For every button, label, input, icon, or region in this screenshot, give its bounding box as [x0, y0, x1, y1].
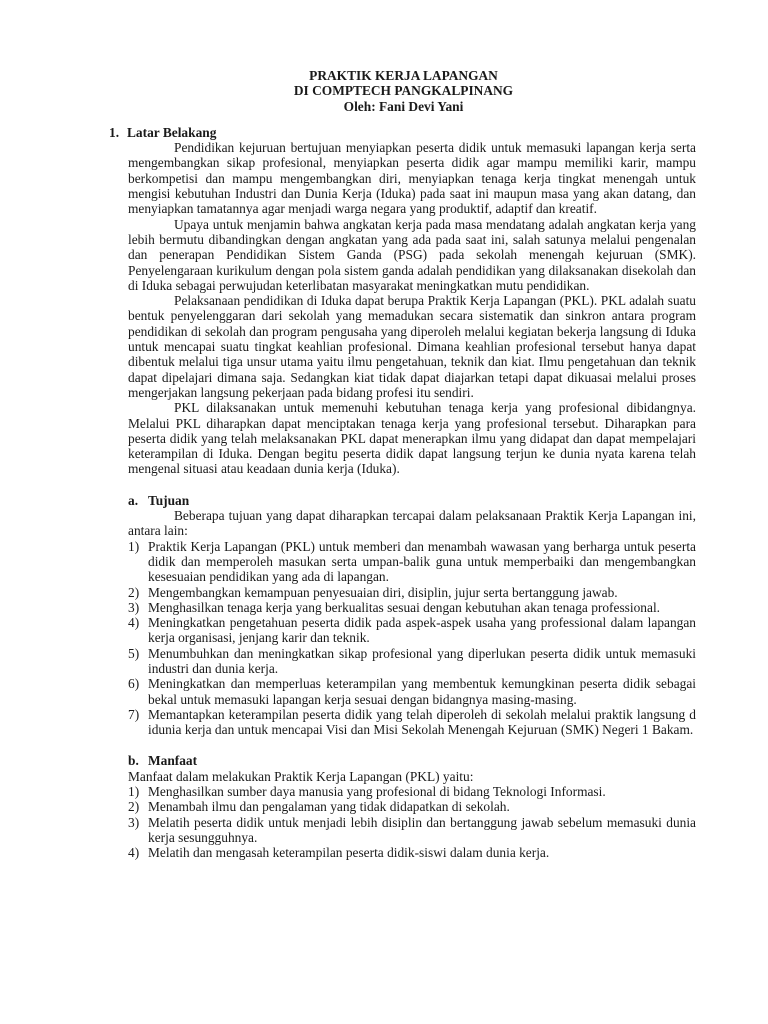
list-item: 4) Meningkatkan pengetahuan peserta didik pada aspek-aspek usaha yang professional dalam lapangan kerja organisasi, jenjang karir dan teknik.: [128, 615, 696, 646]
list-item: 3) Melatih peserta didik untuk menjadi lebih disiplin dan bertanggung jawab sebelum memasuki dunia kerja sesungguhnya.: [128, 814, 696, 845]
section-title: Latar Belakang: [127, 124, 217, 140]
section-number: 1.: [109, 124, 120, 140]
document-title: [111, 68, 696, 114]
list-item: 2) Menambah ilmu dan pengalaman yang tidak didapatkan di sekolah.: [128, 799, 510, 815]
paragraph: Pelaksanaan pendidikan di Iduka dapat berupa Praktik Kerja Lapangan (PKL). PKL adalah suatu bentuk penyelenggaran dari sekolah yang memadukan secara sistematik dan sinkron antara program pendidikan di sekolah dan program pengusaha yang diperoleh melalui kegiatan bekerja langsung di Iduka untuk mencapai suatu tingkat keahlian profesional. Dimana keahlian profesional tersebut hanya dapat dibentuk melalui tiga unsur utama yaitu ilmu pengetahuan, teknik dan kiat. Ilmu pengetahuan dan teknik dapat dipelajari dimana saja. Sedangkan kiat tidak dapat diajarkan tetapi dapat dikuasai melalui proses mengerjakan langsung pekerjaan pada bidang profesi itu sendiri.: [128, 293, 696, 400]
title-line-1: PRAKTIK KERJA LAPANGAN: [309, 68, 498, 83]
manfaat-intro: Manfaat dalam melakukan Praktik Kerja Lapangan (PKL) yaitu:: [128, 768, 474, 784]
title-line-2: DI COMPTECH PANGKALPINANG: [293, 83, 514, 99]
list-item: 4) Melatih dan mengasah keterampilan peserta didik-siswi dalam dunia kerja.: [128, 845, 550, 861]
subsection-heading-manfaat: [128, 753, 696, 768]
manfaat-list: [128, 784, 696, 860]
tujuan-list: [128, 539, 696, 738]
paragraph: PKL dilaksanakan untuk memenuhi kebutuhan tenaga kerja yang profesional dibidangnya. Melalui PKL diharapkan dapat menciptakan tenaga kerja yang profesional tersebut. Diharapkan para peserta didik yang telah melaksanakan PKL dapat menerapkan ilmu yang didapat dan dapat mempelajari keterampilan di Iduka. Dengan begitu peserta didik dapat langsung terjun ke dunia nyata karena telah mengenal situasi atau keadaan dunia kerja (Iduka).: [128, 400, 696, 477]
subsection-title: Tujuan: [148, 492, 190, 508]
subsection-title: Manfaat: [148, 753, 198, 769]
list-item: 6) Meningkatkan dan memperluas keterampilan yang membentuk kemungkinan peserta didik sebagai bekal untuk memasuki lapangan kerja sesuai dengan bidangnya masing-masing.: [128, 676, 696, 707]
list-item: 1) Menghasilkan sumber daya manusia yang profesional di bidang Teknologi Informasi.: [128, 784, 606, 800]
subsection-letter: a.: [128, 492, 139, 508]
paragraph: Upaya untuk menjamin bahwa angkatan kerja pada masa mendatang adalah angkatan kerja yang lebih bermutu dibandingkan dengan angkatan yang ada pada saat ini, salah satunya melalui pengenalan dan penerapan Pendidikan Sistem Ganda (PSG) pada sekolah menengah kejuruan (SMK). Penyelengaraan kurikulum dengan pola sistem ganda adalah pendidikan yang dilaksanakan disekolah dan di Iduka sebagai perwujudan keterlibatan masyarakat meningkatkan mutu pendidikan.: [128, 216, 696, 293]
section-heading-latar-belakang: [109, 125, 696, 140]
list-item: 3) Menghasilkan tenaga kerja yang berkualitas sesuai dengan kebutuhan akan tenaga professional.: [128, 599, 661, 615]
tujuan-intro: Beberapa tujuan yang dapat diharapkan tercapai dalam pelaksanaan Praktik Kerja Lapangan ini, antara lain:: [128, 508, 696, 539]
subsection-letter: b.: [128, 753, 139, 769]
list-item: 5) Menumbuhkan dan meningkatkan sikap profesional yang diperlukan peserta didik untuk memasuki industri dan dunia kerja.: [128, 645, 696, 676]
paragraph: Pendidikan kejuruan bertujuan menyiapkan peserta didik untuk memasuki lapangan kerja serta mengembangkan sikap profesional, menyiapkan peserta didik agar mampu memiliki karir, mampu berkompetisi dan mampu mengembangkan diri, menyiapkan tenaga kerja tingkat menengah untuk mengisi kebutuhan Industri dan Dunia Kerja (Iduka) pada saat ini maupun masa yang akan datang, dan menyiapkan tamatannya agar menjadi warga negara yang produktif, adaptif dan kreatif.: [128, 140, 696, 217]
list-item: 2) Mengembangkan kemampuan penyesuaian diri, disiplin, jujur serta bertanggung jawab.: [128, 584, 618, 600]
list-item: 1) Praktik Kerja Lapangan (PKL) untuk memberi dan menambah wawasan yang berharga untuk peserta didik dan memperoleh masukan serta umpan-balik guna untuk memperbaiki dan mengembangkan kesesuaian pendidikan yang ada di lapangan.: [128, 538, 696, 585]
subsection-heading-tujuan: [128, 493, 696, 508]
title-author: Oleh: Fani Devi Yani: [343, 98, 464, 114]
list-item: 7) Memantapkan keterampilan peserta didik yang telah diperoleh di sekolah melalui praktik langsung d idunia kerja dan untuk mencapai Visi dan Misi Sekolah Menengah Kejuruan (SMK) Negeri 1 Bakam.: [128, 706, 696, 738]
